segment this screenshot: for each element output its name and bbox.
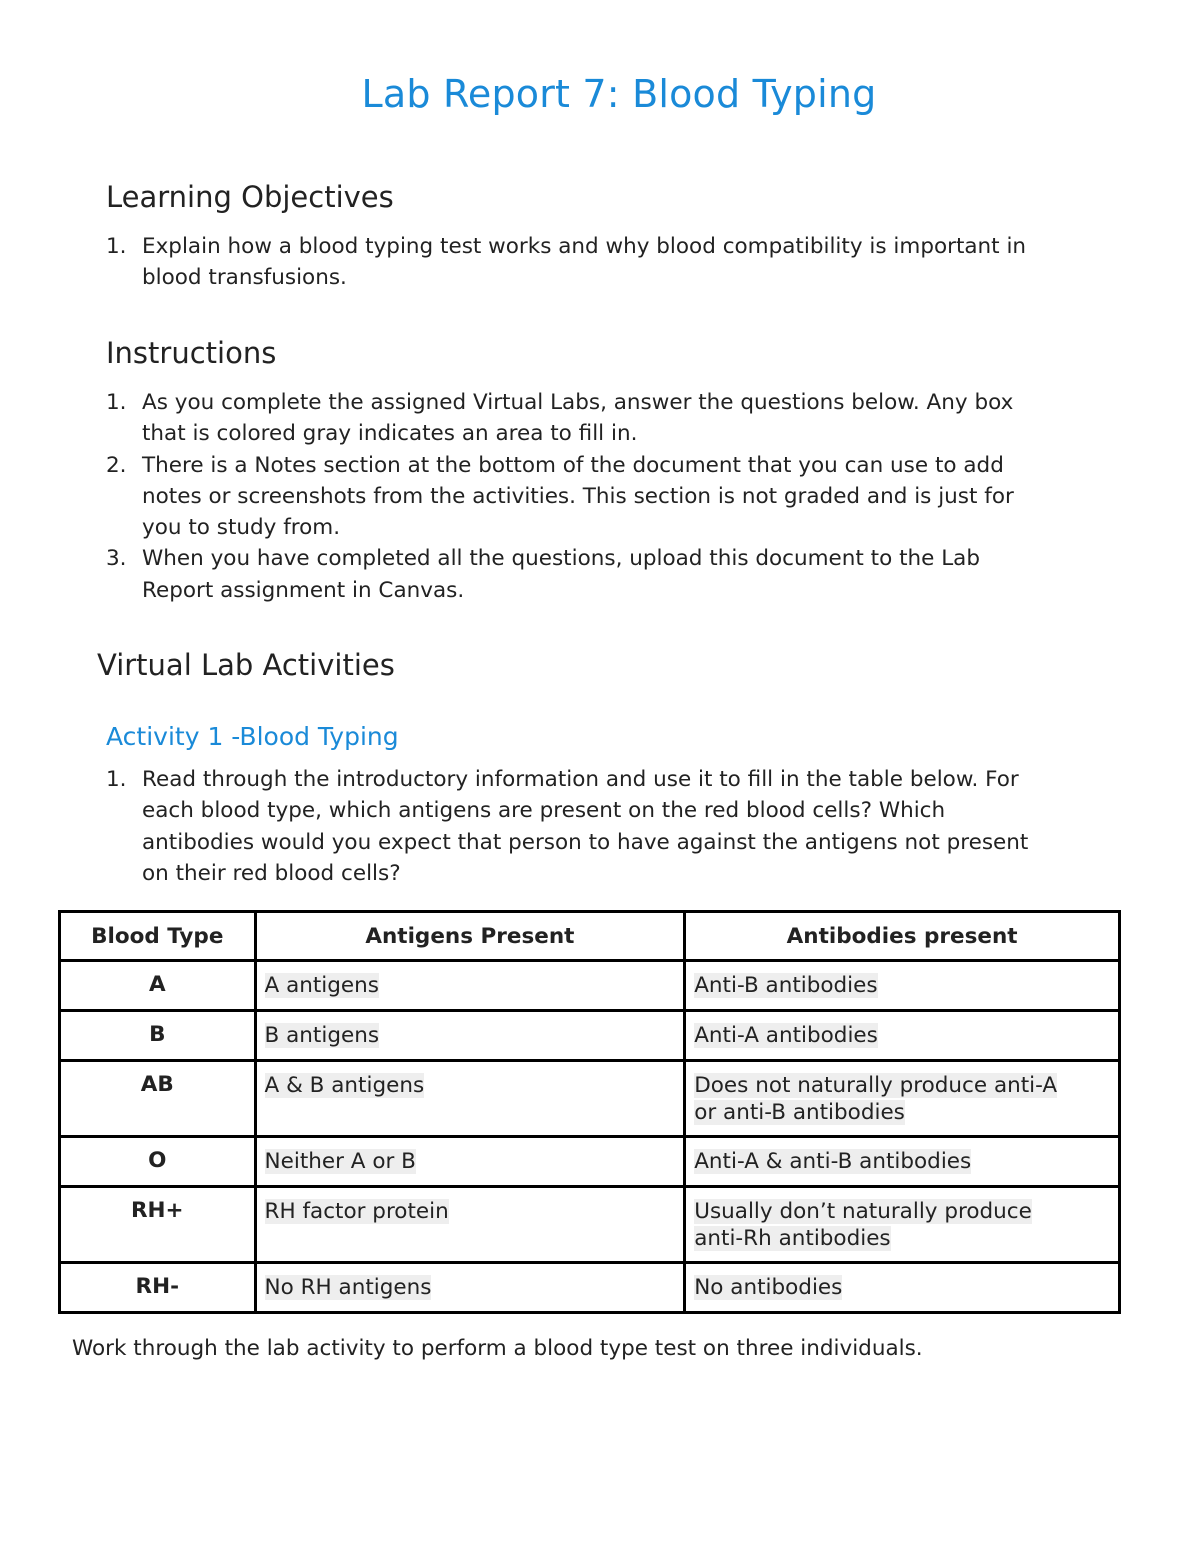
column-header: Antibodies present <box>685 912 1120 961</box>
antigens-answer: Neither A or B <box>264 1149 416 1174</box>
list-number: 2. <box>106 452 127 478</box>
list-number: 1. <box>106 390 127 415</box>
antigens-cell[interactable] <box>255 1137 685 1187</box>
antibodies-cell[interactable] <box>685 1061 1120 1137</box>
list-number: 3. <box>106 546 127 572</box>
list-text: you to study from. <box>142 515 341 541</box>
antigens-answer: B antigens <box>264 1023 380 1048</box>
antigens-answer: No RH antigens <box>264 1275 432 1300</box>
blood-type-table <box>58 910 1121 1314</box>
table-row <box>60 961 1120 1011</box>
learning-objectives-heading: Learning Objectives <box>106 180 394 214</box>
virtual-lab-heading: Virtual Lab Activities <box>97 648 395 682</box>
list-text: Read through the introductory information and use it to fill in the table below. For <box>142 767 1019 792</box>
antibodies-answer: anti-Rh antibodies <box>694 1226 891 1251</box>
list-text: When you have completed all the questions, upload this document to the Lab <box>142 546 981 572</box>
column-header: Blood Type <box>60 912 256 961</box>
antibodies-cell[interactable] <box>685 961 1120 1011</box>
antibodies-answer: Does not naturally produce anti-A <box>694 1073 1058 1098</box>
antibodies-answer: Anti-B antibodies <box>694 973 878 998</box>
list-item <box>106 387 1146 450</box>
table-row <box>60 1011 1120 1061</box>
list-item <box>106 543 1146 606</box>
antigens-answer: RH factor protein <box>264 1199 449 1224</box>
blood-type-cell: B <box>60 1011 256 1061</box>
antigens-answer: A & B antigens <box>264 1073 425 1098</box>
list-text: each blood type, which antigens are present on the red blood cells? Which <box>142 798 946 824</box>
activity-1-heading: Activity 1 -Blood Typing <box>106 722 399 751</box>
antibodies-cell[interactable] <box>685 1263 1120 1313</box>
list-text: that is colored gray indicates an area to fill in. <box>142 421 638 447</box>
antigens-cell[interactable] <box>255 1187 685 1263</box>
antigens-cell[interactable] <box>255 1263 685 1313</box>
list-text: As you complete the assigned Virtual Labs, answer the questions below. Any box <box>142 390 1014 415</box>
blood-type-cell: A <box>60 961 256 1011</box>
activity-1-questions <box>106 764 1166 889</box>
list-text: antibodies would you expect that person to have against the antigens not present <box>142 829 1029 855</box>
list-text: Explain how a blood typing test works and why blood compatibility is important in <box>142 234 1027 259</box>
antibodies-answer: Usually don’t naturally produce <box>694 1199 1032 1224</box>
list-item <box>106 231 1146 294</box>
list-item <box>106 764 1166 889</box>
antibodies-answer: Anti-A antibodies <box>694 1023 878 1048</box>
table-row <box>60 1187 1120 1263</box>
list-text: on their red blood cells? <box>142 860 401 886</box>
list-text: There is a Notes section at the bottom of the document that you can use to add <box>142 452 1004 478</box>
blood-type-cell: RH- <box>60 1263 256 1313</box>
learning-objectives-list <box>106 231 1146 294</box>
table-row <box>60 1263 1120 1313</box>
table-header-row <box>60 912 1120 961</box>
table-row <box>60 1137 1120 1187</box>
antigens-cell[interactable] <box>255 1061 685 1137</box>
column-header: Antigens Present <box>255 912 685 961</box>
list-item <box>106 450 1146 544</box>
antibodies-cell[interactable] <box>685 1137 1120 1187</box>
list-number: 1. <box>106 234 127 259</box>
instructions-list <box>106 387 1146 606</box>
instructions-heading: Instructions <box>106 336 277 370</box>
blood-type-cell: RH+ <box>60 1187 256 1263</box>
list-text: Report assignment in Canvas. <box>142 577 465 603</box>
antibodies-cell[interactable] <box>685 1011 1120 1061</box>
antibodies-cell[interactable] <box>685 1187 1120 1263</box>
blood-type-cell: AB <box>60 1061 256 1137</box>
blood-type-cell: O <box>60 1137 256 1187</box>
antibodies-answer: Anti-A & anti-B antibodies <box>694 1149 972 1174</box>
page-title: Lab Report 7: Blood Typing <box>361 72 877 116</box>
closing-paragraph: Work through the lab activity to perform a blood type test on three individuals. <box>72 1336 923 1361</box>
antigens-cell[interactable] <box>255 1011 685 1061</box>
antibodies-answer: or anti-B antibodies <box>694 1100 905 1125</box>
antigens-cell[interactable] <box>255 961 685 1011</box>
antibodies-answer: No antibodies <box>694 1275 843 1300</box>
list-text: notes or screenshots from the activities. This section is not graded and is just for <box>142 483 1014 509</box>
antigens-answer: A antigens <box>264 973 379 998</box>
table-row <box>60 1061 1120 1137</box>
list-number: 1. <box>106 767 127 792</box>
list-text: blood transfusions. <box>142 265 347 291</box>
